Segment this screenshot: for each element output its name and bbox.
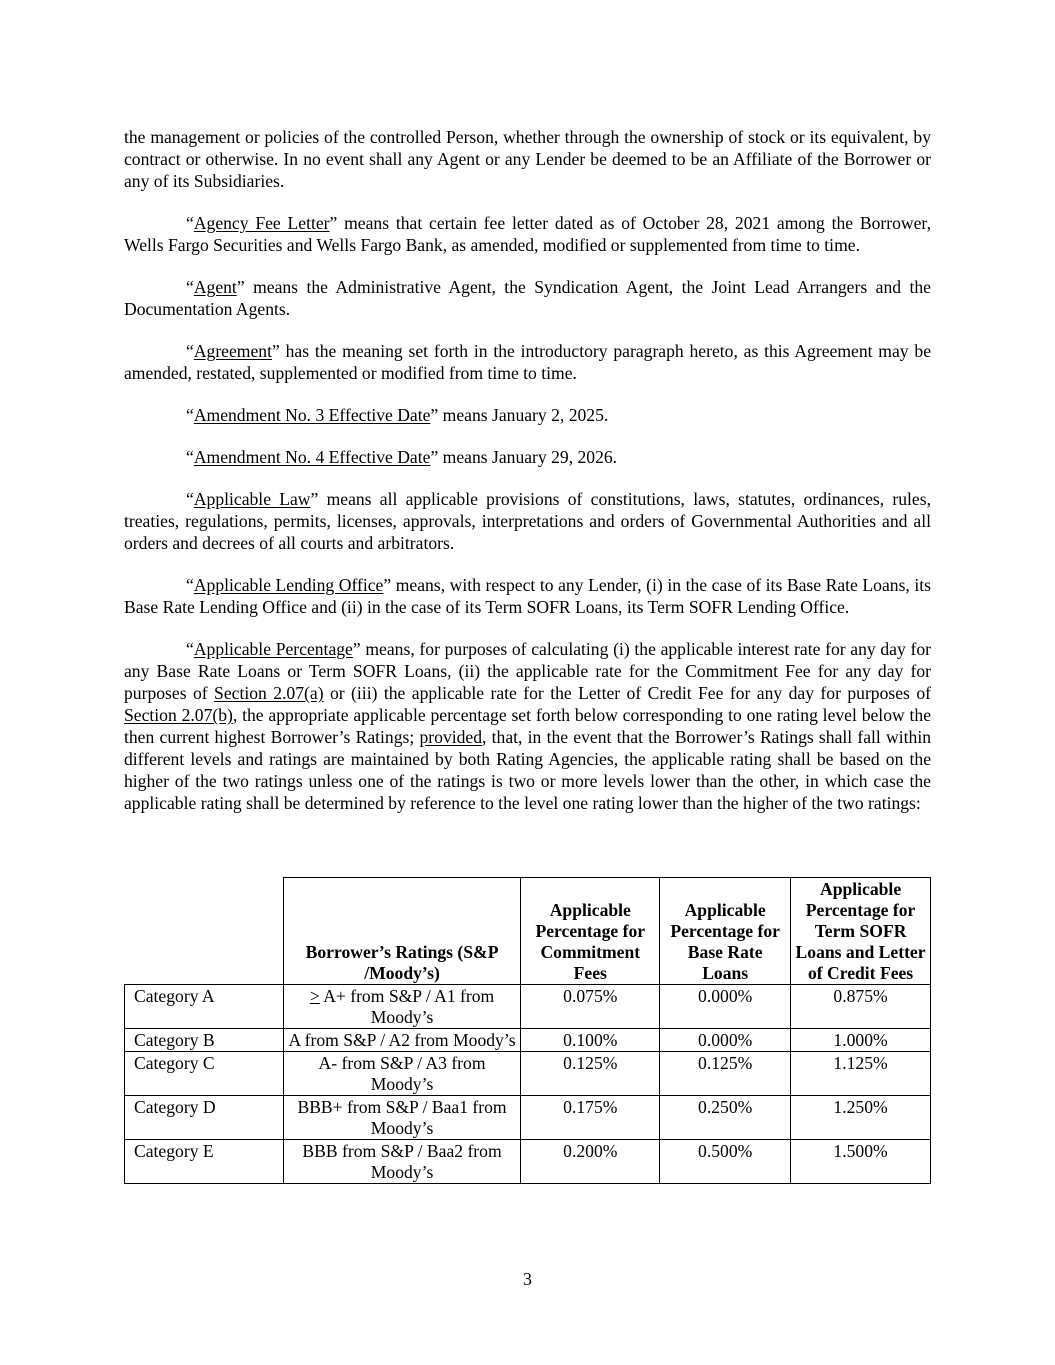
- base-rate-cell: 0.500%: [660, 1140, 791, 1184]
- commitment-fee-cell: 0.125%: [521, 1052, 660, 1096]
- table-row: [125, 1029, 931, 1052]
- category-cell: Category B: [125, 1029, 284, 1052]
- header-empty-cell: [125, 878, 284, 985]
- commitment-fee-cell: 0.100%: [521, 1029, 660, 1052]
- greater-or-equal-symbol: >: [309, 986, 320, 1006]
- defined-term: Agent: [193, 277, 237, 297]
- defined-term: Applicable Percentage: [193, 639, 353, 659]
- commitment-fee-cell: 0.175%: [521, 1096, 660, 1140]
- table-row: [125, 1140, 931, 1184]
- table-row: [125, 1096, 931, 1140]
- document-body: [124, 126, 931, 834]
- applicable-percentage-table: [124, 877, 931, 1184]
- category-cell: Category E: [125, 1140, 284, 1184]
- definition-amendment-4-date: “Amendment No. 4 Effective Date” means January 29, 2026.: [186, 447, 618, 467]
- defined-term: Agreement: [193, 341, 272, 361]
- commitment-fee-cell: 0.075%: [521, 985, 660, 1029]
- definition-applicable-law: “Applicable Law” means all applicable provisions of constitutions, laws, statutes, ordinances, rules, treaties, regulations, permits, licenses, approvals, interpretations and orders of Governmental Authorities and all orders and decrees of all courts and arbitrators.: [124, 489, 931, 553]
- header-ratings: Borrower’s Ratings (S&P /Moody’s): [283, 878, 521, 985]
- rating-cell: > A+ from S&P / A1 from Moody’s: [283, 985, 521, 1029]
- defined-term: Applicable Law: [193, 489, 311, 509]
- rating-cell: BBB+ from S&P / Baa1 from Moody’s: [283, 1096, 521, 1140]
- rating-cell: A- from S&P / A3 from Moody’s: [283, 1052, 521, 1096]
- sofr-cell: 1.250%: [791, 1096, 931, 1140]
- section-ref-link: Section 2.07(b): [124, 705, 233, 725]
- sofr-cell: 0.875%: [791, 985, 931, 1029]
- page-number: 3: [523, 1269, 532, 1289]
- rating-cell: BBB from S&P / Baa2 from Moody’s: [283, 1140, 521, 1184]
- base-rate-cell: 0.250%: [660, 1096, 791, 1140]
- defined-term: Applicable Lending Office: [193, 575, 384, 595]
- rating-cell: A from S&P / A2 from Moody’s: [283, 1029, 521, 1052]
- defined-term: Agency Fee Letter: [193, 213, 330, 233]
- definition-applicable-percentage: “Applicable Percentage” means, for purposes of calculating (i) the applicable interest rate for any day for any Base Rate Loans or Term SOFR Loans, (ii) the applicable rate for the Commitment Fee for any day for purposes of Section 2.07(a) or (iii) the applicable rate for the Letter of Credit Fee for any day for purposes of Section 2.07(b), the appropriate applicable percentage set forth below corresponding to one rating level below the then current highest Borrower’s Ratings; provided, that, in the event that the Borrower’s Ratings shall fall within different levels and ratings are maintained by both Rating Agencies, the applicable rating shall be based on the higher of the two ratings unless one of the ratings is two or more levels lower than the other, in which case the applicable rating shall be determined by reference to the level one rating lower than the higher of the two ratings:: [124, 639, 932, 813]
- definition-amendment-3-date: “Amendment No. 3 Effective Date” means January 2, 2025.: [186, 405, 609, 425]
- definition-agency-fee-letter: “Agency Fee Letter” means that certain fee letter dated as of October 28, 2021 among the Borrower, Wells Fargo Securities and Wells Fargo Bank, as amended, modified or supplemented from time to time.: [124, 213, 931, 255]
- base-rate-cell: 0.000%: [660, 985, 791, 1029]
- category-cell: Category C: [125, 1052, 284, 1096]
- header-base-rate: Applicable Percentage for Base Rate Loans: [660, 878, 791, 985]
- provided-term: provided: [419, 727, 483, 747]
- sofr-cell: 1.000%: [791, 1029, 931, 1052]
- header-commitment-fees: Applicable Percentage for Commitment Fees: [521, 878, 660, 985]
- header-term-sofr: Applicable Percentage for Term SOFR Loans and Letter of Credit Fees: [791, 878, 931, 985]
- definition-agreement: “Agreement” has the meaning set forth in the introductory paragraph hereto, as this Agreement may be amended, restated, supplemented or modified from time to time.: [124, 341, 931, 383]
- category-cell: Category A: [125, 985, 284, 1029]
- section-ref-link: Section 2.07(a): [214, 683, 324, 703]
- base-rate-cell: 0.125%: [660, 1052, 791, 1096]
- defined-term: Amendment No. 3 Effective Date: [193, 405, 431, 425]
- table-row: [125, 1052, 931, 1096]
- category-cell: Category D: [125, 1096, 284, 1140]
- definition-agent: “Agent” means the Administrative Agent, the Syndication Agent, the Joint Lead Arrangers and the Documentation Agents.: [124, 277, 931, 319]
- defined-term: Amendment No. 4 Effective Date: [193, 447, 431, 467]
- sofr-cell: 1.500%: [791, 1140, 931, 1184]
- sofr-cell: 1.125%: [791, 1052, 931, 1096]
- table-header-row: [125, 878, 931, 985]
- intro-paragraph: the management or policies of the controlled Person, whether through the ownership of stock or its equivalent, by contract or otherwise. In no event shall any Agent or any Lender be deemed to be an Affiliate of the Borrower or any of its Subsidiaries.: [124, 127, 931, 191]
- definition-applicable-lending-office: “Applicable Lending Office” means, with respect to any Lender, (i) in the case of its Base Rate Loans, its Base Rate Lending Office and (ii) in the case of its Term SOFR Loans, its Term SOFR Lending Office.: [124, 575, 931, 617]
- table-row: [125, 985, 931, 1029]
- commitment-fee-cell: 0.200%: [521, 1140, 660, 1184]
- base-rate-cell: 0.000%: [660, 1029, 791, 1052]
